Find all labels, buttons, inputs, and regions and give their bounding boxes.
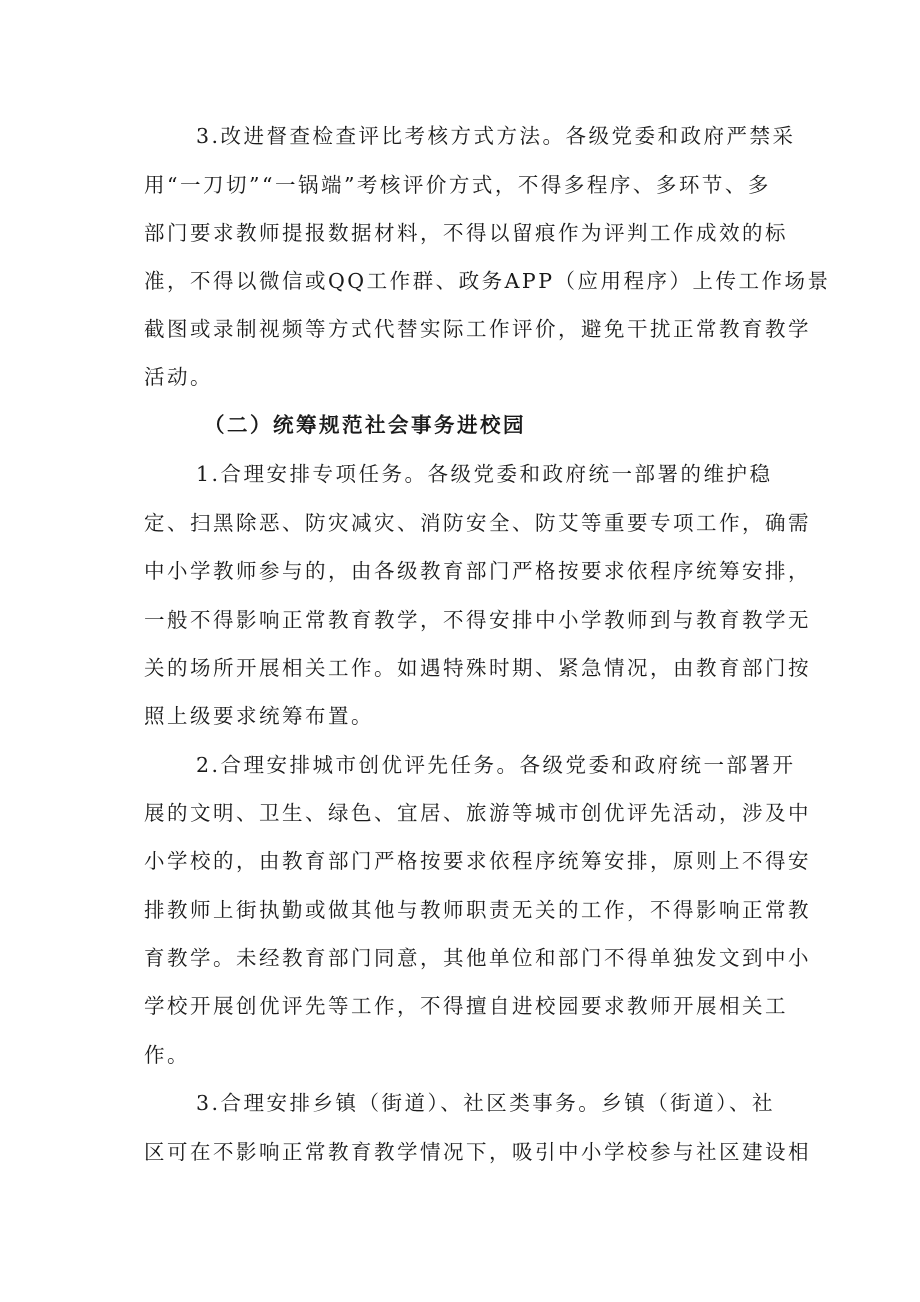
- paragraph-line: 学校开展创优评先等工作，不得擅自进校园要求教师开展相关工: [144, 994, 788, 1018]
- paragraph-line: 小学校的，由教育部门严格按要求依程序统筹安排，原则上不得安: [144, 849, 811, 873]
- paragraph-line: 部门要求教师提报数据材料，不得以留痕作为评判工作成效的标: [144, 221, 788, 245]
- paragraph-line: 育教学。未经教育部门同意，其他单位和部门不得单独发文到中小: [144, 946, 811, 970]
- paragraph-line: 准，不得以微信或QQ工作群、政务APP（应用程序）上传工作场景: [144, 269, 831, 293]
- paragraph-line: 活动。: [144, 365, 213, 389]
- paragraph-line: 关的场所开展相关工作。如遇特殊时期、紧急情况，由教育部门按: [144, 656, 811, 680]
- paragraph-line: 一般不得影响正常教育教学，不得安排中小学教师到与教育教学无: [144, 608, 811, 632]
- paragraph-line: 3.合理安排乡镇（街道）、社区类事务。乡镇（街道）、社: [196, 1091, 776, 1115]
- paragraph-line: 截图或录制视频等方式代替实际工作评价，避免干扰正常教育教学: [144, 317, 811, 341]
- paragraph-line: 照上级要求统筹布置。: [144, 704, 374, 728]
- paragraph-line: 排教师上街执勤或做其他与教师职责无关的工作，不得影响正常教: [144, 898, 811, 922]
- paragraph-line: 展的文明、卫生、绿色、宜居、旅游等城市创优评先活动，涉及中: [144, 801, 811, 825]
- paragraph-line: 1.合理安排专项任务。各级党委和政府统一部署的维护稳: [196, 462, 773, 486]
- section-heading: （二）统筹规范社会事务进校园: [204, 413, 526, 437]
- paragraph-line: 区可在不影响正常教育教学情况下，吸引中小学校参与社区建设相: [144, 1140, 811, 1164]
- paragraph-line: 中小学教师参与的，由各级教育部门严格按要求依程序统筹安排，: [144, 559, 811, 583]
- paragraph-line: 用“一刀切”“一锅端”考核评价方式，不得多程序、多环节、多: [144, 173, 771, 197]
- paragraph-line: 作。: [144, 1043, 190, 1067]
- paragraph-line: 3.改进督查检查评比考核方式方法。各级党委和政府严禁采: [196, 124, 796, 148]
- paragraph-line: 定、扫黑除恶、防灾减灾、消防安全、防艾等重要专项工作，确需: [144, 511, 811, 535]
- paragraph-line: 2.合理安排城市创优评先任务。各级党委和政府统一部署开: [196, 753, 796, 777]
